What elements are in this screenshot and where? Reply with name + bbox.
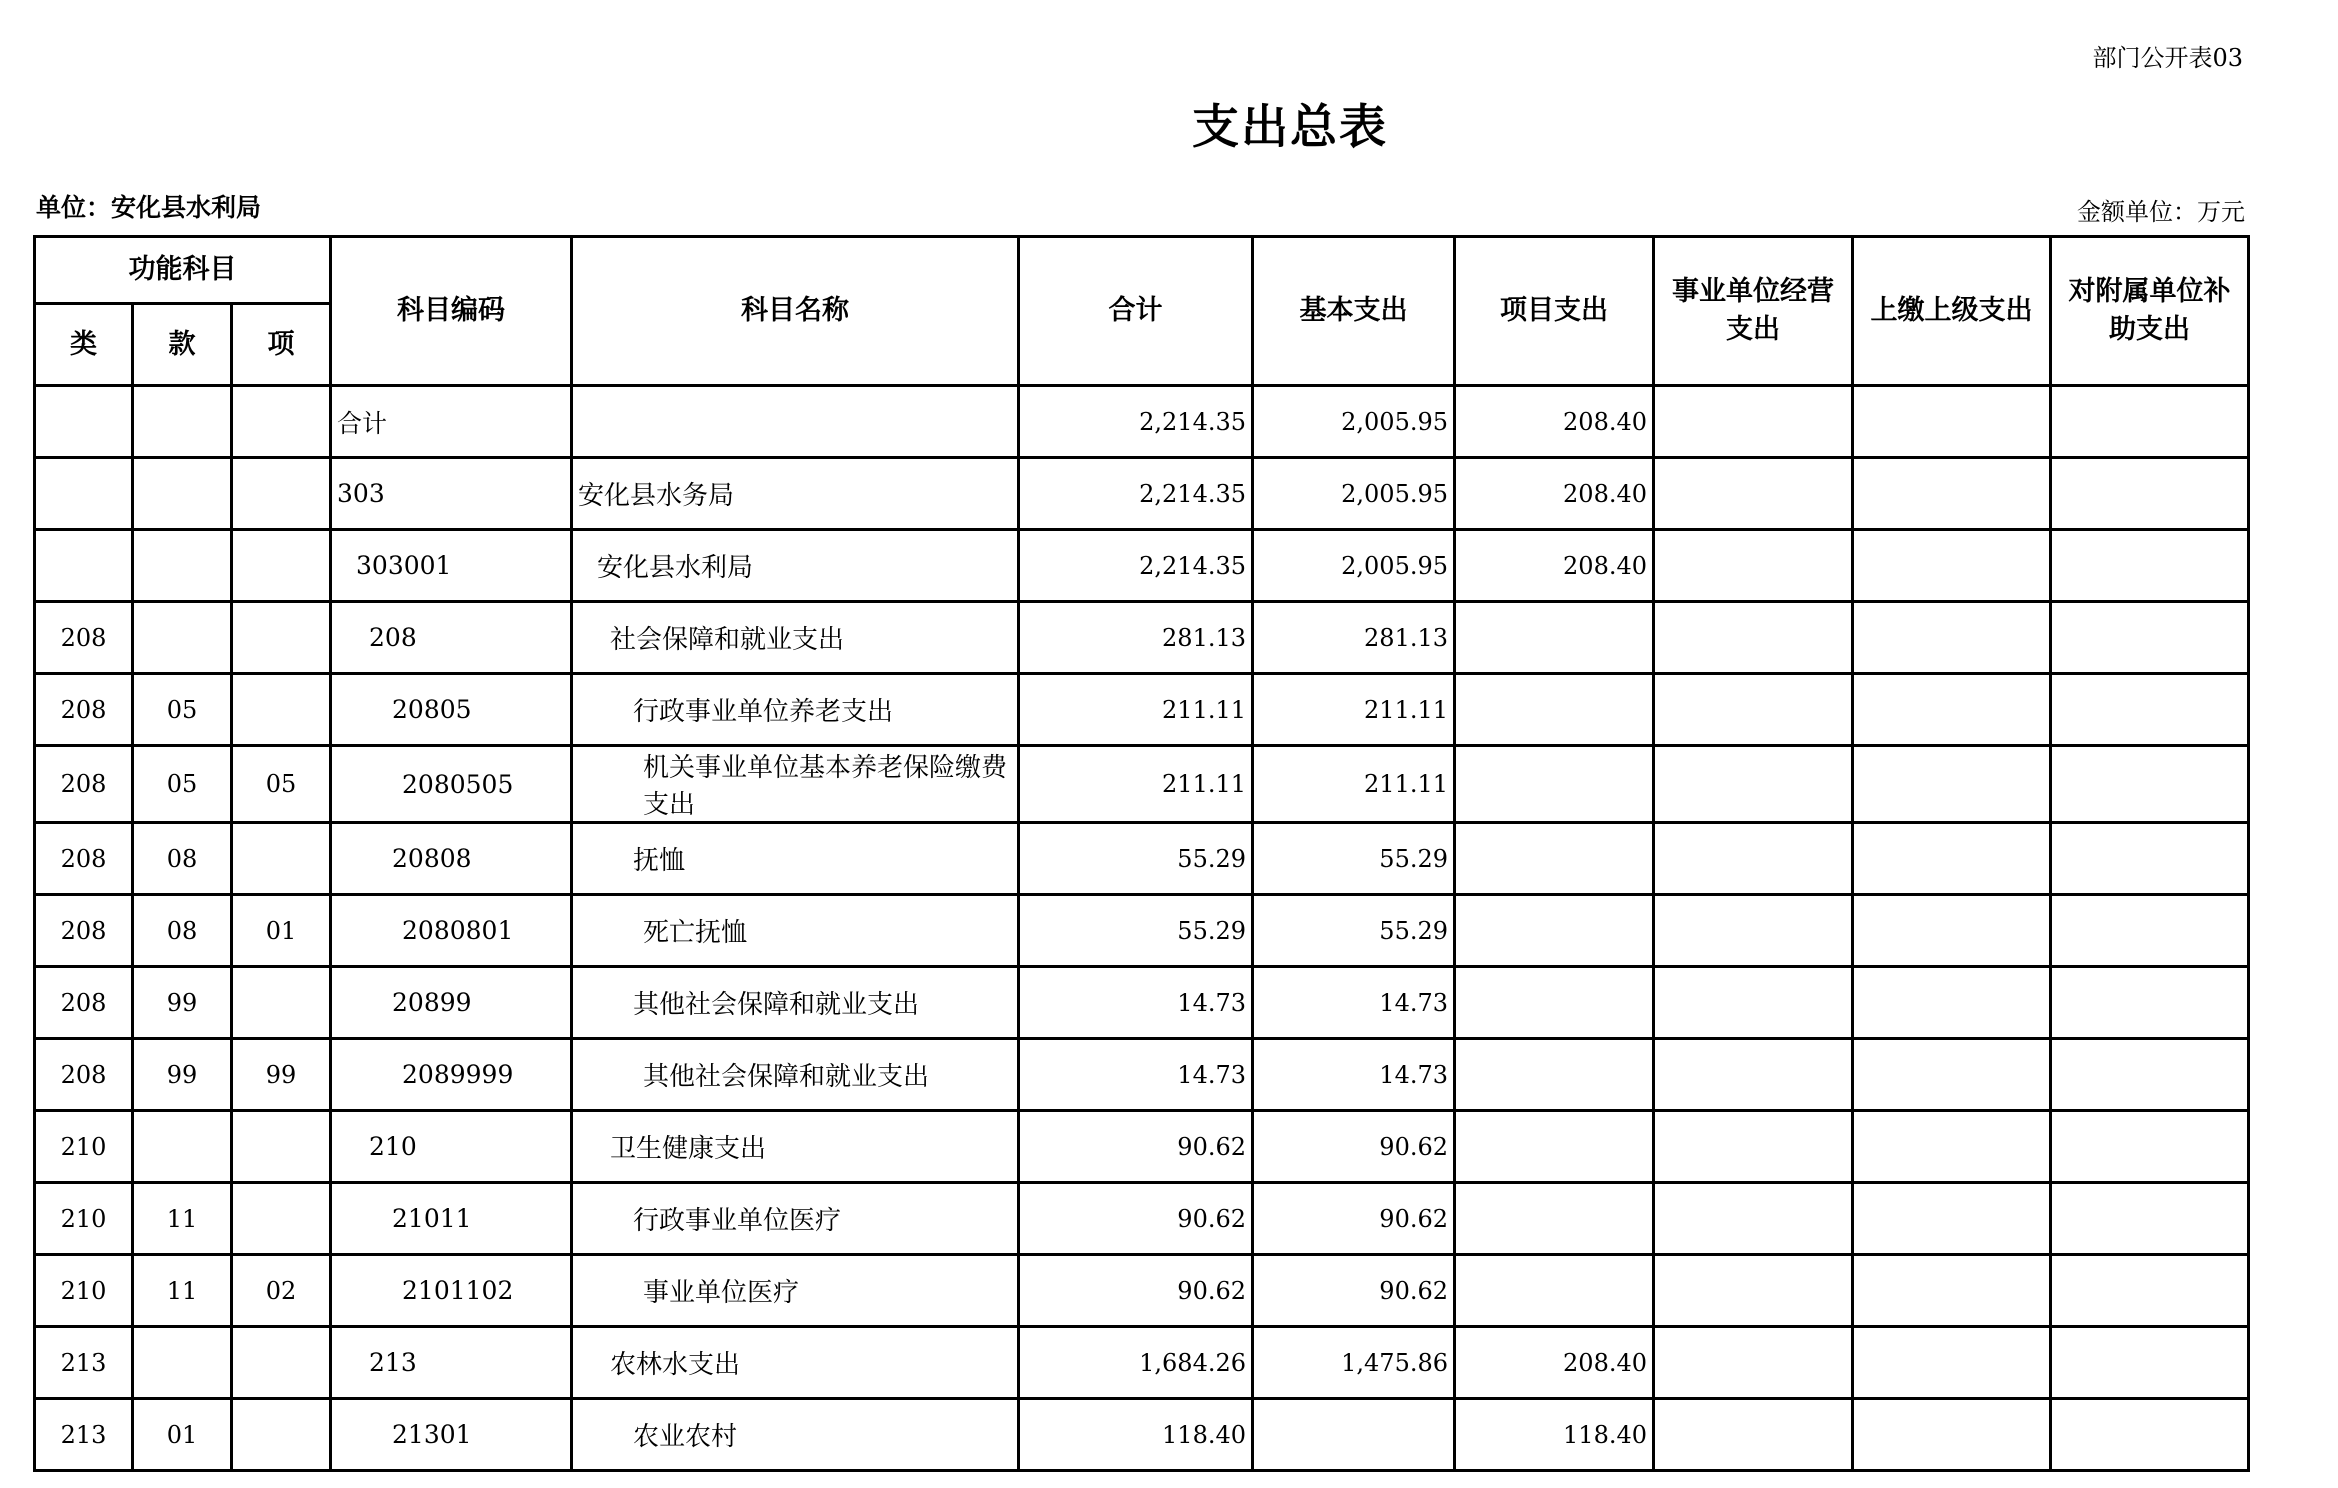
cell-basic: 90.62 bbox=[1253, 1255, 1455, 1327]
cell-basic: 2,005.95 bbox=[1253, 530, 1455, 602]
cell-section: 05 bbox=[133, 674, 232, 746]
cell-class: 208 bbox=[35, 823, 133, 895]
cell-operating bbox=[1654, 1327, 1853, 1399]
cell-basic: 211.11 bbox=[1253, 746, 1455, 823]
cell-subject-code: 208 bbox=[331, 602, 572, 674]
cell-subject-code: 2080505 bbox=[331, 746, 572, 823]
cell-operating bbox=[1654, 746, 1853, 823]
cell-subject-name: 抚恤 bbox=[572, 823, 1019, 895]
cell-class: 208 bbox=[35, 895, 133, 967]
cell-operating bbox=[1654, 1039, 1853, 1111]
cell-subsidy bbox=[2051, 823, 2249, 895]
cell-total: 90.62 bbox=[1019, 1183, 1253, 1255]
table-row bbox=[35, 823, 2249, 895]
cell-subject-code: 2101102 bbox=[331, 1255, 572, 1327]
cell-class: 208 bbox=[35, 1039, 133, 1111]
cell-total: 118.40 bbox=[1019, 1399, 1253, 1471]
cell-subject-name: 农林水支出 bbox=[572, 1327, 1019, 1399]
table-row bbox=[35, 1183, 2249, 1255]
unit-label: 单位：安化县水利局 bbox=[36, 193, 262, 222]
cell-subject-name: 死亡抚恤 bbox=[572, 895, 1019, 967]
cell-project bbox=[1455, 674, 1654, 746]
cell-upper-level bbox=[1853, 674, 2051, 746]
cell-class: 208 bbox=[35, 967, 133, 1039]
cell-project bbox=[1455, 1183, 1654, 1255]
header-subject-code: 科目编码 bbox=[331, 237, 572, 386]
expenditure-table bbox=[33, 235, 2250, 1472]
cell-item bbox=[232, 386, 331, 458]
cell-item bbox=[232, 1327, 331, 1399]
cell-subject-name: 社会保障和就业支出 bbox=[572, 602, 1019, 674]
table-row bbox=[35, 386, 2249, 458]
cell-upper-level bbox=[1853, 1183, 2051, 1255]
cell-subsidy bbox=[2051, 1327, 2249, 1399]
page-title: 支出总表 bbox=[1192, 100, 1388, 155]
cell-project: 208.40 bbox=[1455, 1327, 1654, 1399]
cell-subject-code: 303001 bbox=[331, 530, 572, 602]
cell-subsidy bbox=[2051, 674, 2249, 746]
cell-subsidy bbox=[2051, 458, 2249, 530]
cell-subsidy bbox=[2051, 967, 2249, 1039]
cell-operating bbox=[1654, 530, 1853, 602]
table-row bbox=[35, 1399, 2249, 1471]
cell-project bbox=[1455, 1039, 1654, 1111]
cell-section: 11 bbox=[133, 1183, 232, 1255]
cell-project bbox=[1455, 823, 1654, 895]
cell-total: 281.13 bbox=[1019, 602, 1253, 674]
table-row bbox=[35, 674, 2249, 746]
cell-project bbox=[1455, 1255, 1654, 1327]
header-operating-expenditure: 事业单位经营支出 bbox=[1654, 237, 1853, 386]
cell-operating bbox=[1654, 674, 1853, 746]
cell-project bbox=[1455, 895, 1654, 967]
cell-total: 211.11 bbox=[1019, 746, 1253, 823]
cell-project: 118.40 bbox=[1455, 1399, 1654, 1471]
cell-operating bbox=[1654, 1183, 1853, 1255]
header-project-expenditure: 项目支出 bbox=[1455, 237, 1654, 386]
header-subsidy-expenditure: 对附属单位补助支出 bbox=[2051, 237, 2249, 386]
cell-basic: 211.11 bbox=[1253, 674, 1455, 746]
table-row bbox=[35, 1255, 2249, 1327]
cell-class: 208 bbox=[35, 674, 133, 746]
cell-project bbox=[1455, 1111, 1654, 1183]
cell-upper-level bbox=[1853, 823, 2051, 895]
cell-subsidy bbox=[2051, 1399, 2249, 1471]
table-row bbox=[35, 458, 2249, 530]
table-row bbox=[35, 1039, 2249, 1111]
cell-project bbox=[1455, 746, 1654, 823]
cell-upper-level bbox=[1853, 602, 2051, 674]
header-item: 项 bbox=[232, 304, 331, 386]
header-section: 款 bbox=[133, 304, 232, 386]
table-body bbox=[35, 386, 2249, 1471]
cell-class: 213 bbox=[35, 1399, 133, 1471]
cell-operating bbox=[1654, 895, 1853, 967]
header-functional-subject: 功能科目 bbox=[35, 237, 331, 304]
cell-item bbox=[232, 674, 331, 746]
header-basic-expenditure: 基本支出 bbox=[1253, 237, 1455, 386]
table-row bbox=[35, 895, 2249, 967]
cell-subject-code: 21301 bbox=[331, 1399, 572, 1471]
cell-item bbox=[232, 458, 331, 530]
cell-basic: 90.62 bbox=[1253, 1111, 1455, 1183]
cell-upper-level bbox=[1853, 1039, 2051, 1111]
cell-operating bbox=[1654, 1111, 1853, 1183]
cell-total: 211.11 bbox=[1019, 674, 1253, 746]
cell-subsidy bbox=[2051, 895, 2249, 967]
cell-project bbox=[1455, 602, 1654, 674]
table-row bbox=[35, 530, 2249, 602]
cell-item bbox=[232, 1183, 331, 1255]
cell-item bbox=[232, 602, 331, 674]
cell-project: 208.40 bbox=[1455, 530, 1654, 602]
cell-basic: 14.73 bbox=[1253, 1039, 1455, 1111]
cell-operating bbox=[1654, 1399, 1853, 1471]
cell-subject-name: 安化县水务局 bbox=[572, 458, 1019, 530]
cell-operating bbox=[1654, 602, 1853, 674]
table-row bbox=[35, 602, 2249, 674]
cell-subsidy bbox=[2051, 1111, 2249, 1183]
cell-operating bbox=[1654, 458, 1853, 530]
cell-item bbox=[232, 530, 331, 602]
cell-subsidy bbox=[2051, 530, 2249, 602]
cell-subject-name: 农业农村 bbox=[572, 1399, 1019, 1471]
cell-class: 210 bbox=[35, 1111, 133, 1183]
cell-total: 2,214.35 bbox=[1019, 530, 1253, 602]
header-total: 合计 bbox=[1019, 237, 1253, 386]
cell-basic: 90.62 bbox=[1253, 1183, 1455, 1255]
cell-subject-name: 行政事业单位医疗 bbox=[572, 1183, 1019, 1255]
cell-section bbox=[133, 602, 232, 674]
cell-item: 05 bbox=[232, 746, 331, 823]
cell-subject-code: 合计 bbox=[331, 386, 572, 458]
cell-total: 55.29 bbox=[1019, 895, 1253, 967]
cell-basic: 281.13 bbox=[1253, 602, 1455, 674]
cell-total: 2,214.35 bbox=[1019, 386, 1253, 458]
cell-section bbox=[133, 1111, 232, 1183]
cell-section: 01 bbox=[133, 1399, 232, 1471]
cell-subject-name: 卫生健康支出 bbox=[572, 1111, 1019, 1183]
cell-upper-level bbox=[1853, 1111, 2051, 1183]
cell-subject-code: 210 bbox=[331, 1111, 572, 1183]
cell-section: 08 bbox=[133, 823, 232, 895]
cell-class bbox=[35, 530, 133, 602]
header-upper-level-expenditure: 上缴上级支出 bbox=[1853, 237, 2051, 386]
cell-upper-level bbox=[1853, 530, 2051, 602]
cell-item: 99 bbox=[232, 1039, 331, 1111]
cell-section: 99 bbox=[133, 967, 232, 1039]
cell-subsidy bbox=[2051, 1255, 2249, 1327]
cell-section bbox=[133, 458, 232, 530]
header-subject-name: 科目名称 bbox=[572, 237, 1019, 386]
cell-operating bbox=[1654, 967, 1853, 1039]
table-header bbox=[35, 237, 2249, 386]
cell-subject-name: 其他社会保障和就业支出 bbox=[572, 967, 1019, 1039]
cell-subject-name: 机关事业单位基本养老保险缴费支出 bbox=[572, 746, 1019, 823]
cell-section: 05 bbox=[133, 746, 232, 823]
cell-subject-name bbox=[572, 386, 1019, 458]
cell-class: 210 bbox=[35, 1255, 133, 1327]
cell-upper-level bbox=[1853, 746, 2051, 823]
cell-total: 2,214.35 bbox=[1019, 458, 1253, 530]
cell-basic: 1,475.86 bbox=[1253, 1327, 1455, 1399]
cell-total: 14.73 bbox=[1019, 1039, 1253, 1111]
table-row bbox=[35, 967, 2249, 1039]
header-class: 类 bbox=[35, 304, 133, 386]
cell-item: 02 bbox=[232, 1255, 331, 1327]
cell-subsidy bbox=[2051, 1039, 2249, 1111]
cell-subject-code: 303 bbox=[331, 458, 572, 530]
cell-section bbox=[133, 1327, 232, 1399]
cell-upper-level bbox=[1853, 458, 2051, 530]
cell-class: 213 bbox=[35, 1327, 133, 1399]
cell-class bbox=[35, 458, 133, 530]
cell-subject-code: 21011 bbox=[331, 1183, 572, 1255]
cell-item: 01 bbox=[232, 895, 331, 967]
cell-total: 14.73 bbox=[1019, 967, 1253, 1039]
cell-item bbox=[232, 1111, 331, 1183]
cell-project: 208.40 bbox=[1455, 458, 1654, 530]
table-row bbox=[35, 1111, 2249, 1183]
cell-operating bbox=[1654, 1255, 1853, 1327]
cell-subsidy bbox=[2051, 1183, 2249, 1255]
cell-subsidy bbox=[2051, 386, 2249, 458]
table-row bbox=[35, 1327, 2249, 1399]
cell-basic: 55.29 bbox=[1253, 823, 1455, 895]
cell-subject-name: 其他社会保障和就业支出 bbox=[572, 1039, 1019, 1111]
cell-project: 208.40 bbox=[1455, 386, 1654, 458]
table-row bbox=[35, 746, 2249, 823]
cell-basic: 55.29 bbox=[1253, 895, 1455, 967]
cell-operating bbox=[1654, 386, 1853, 458]
cell-section: 99 bbox=[133, 1039, 232, 1111]
amount-unit-label: 金额单位：万元 bbox=[2077, 198, 2245, 226]
cell-subject-code: 20899 bbox=[331, 967, 572, 1039]
cell-subject-code: 20808 bbox=[331, 823, 572, 895]
cell-section bbox=[133, 386, 232, 458]
cell-operating bbox=[1654, 823, 1853, 895]
cell-subject-code: 20805 bbox=[331, 674, 572, 746]
cell-upper-level bbox=[1853, 895, 2051, 967]
cell-upper-level bbox=[1853, 1327, 2051, 1399]
cell-subsidy bbox=[2051, 746, 2249, 823]
cell-upper-level bbox=[1853, 967, 2051, 1039]
cell-class bbox=[35, 386, 133, 458]
cell-subject-name: 行政事业单位养老支出 bbox=[572, 674, 1019, 746]
cell-project bbox=[1455, 967, 1654, 1039]
cell-item bbox=[232, 967, 331, 1039]
cell-upper-level bbox=[1853, 1255, 2051, 1327]
cell-subject-name: 安化县水利局 bbox=[572, 530, 1019, 602]
cell-upper-level bbox=[1853, 386, 2051, 458]
cell-basic: 14.73 bbox=[1253, 967, 1455, 1039]
cell-section bbox=[133, 530, 232, 602]
cell-basic: 2,005.95 bbox=[1253, 386, 1455, 458]
cell-section: 08 bbox=[133, 895, 232, 967]
cell-subject-name: 事业单位医疗 bbox=[572, 1255, 1019, 1327]
cell-basic: 2,005.95 bbox=[1253, 458, 1455, 530]
cell-class: 210 bbox=[35, 1183, 133, 1255]
cell-total: 90.62 bbox=[1019, 1111, 1253, 1183]
cell-subject-code: 2089999 bbox=[331, 1039, 572, 1111]
cell-total: 55.29 bbox=[1019, 823, 1253, 895]
cell-section: 11 bbox=[133, 1255, 232, 1327]
cell-subsidy bbox=[2051, 602, 2249, 674]
cell-item bbox=[232, 823, 331, 895]
cell-class: 208 bbox=[35, 746, 133, 823]
cell-total: 90.62 bbox=[1019, 1255, 1253, 1327]
cell-upper-level bbox=[1853, 1399, 2051, 1471]
doc-number: 部门公开表03 bbox=[2092, 44, 2243, 72]
cell-subject-code: 2080801 bbox=[331, 895, 572, 967]
cell-total: 1,684.26 bbox=[1019, 1327, 1253, 1399]
cell-subject-code: 213 bbox=[331, 1327, 572, 1399]
cell-item bbox=[232, 1399, 331, 1471]
cell-basic bbox=[1253, 1399, 1455, 1471]
cell-class: 208 bbox=[35, 602, 133, 674]
